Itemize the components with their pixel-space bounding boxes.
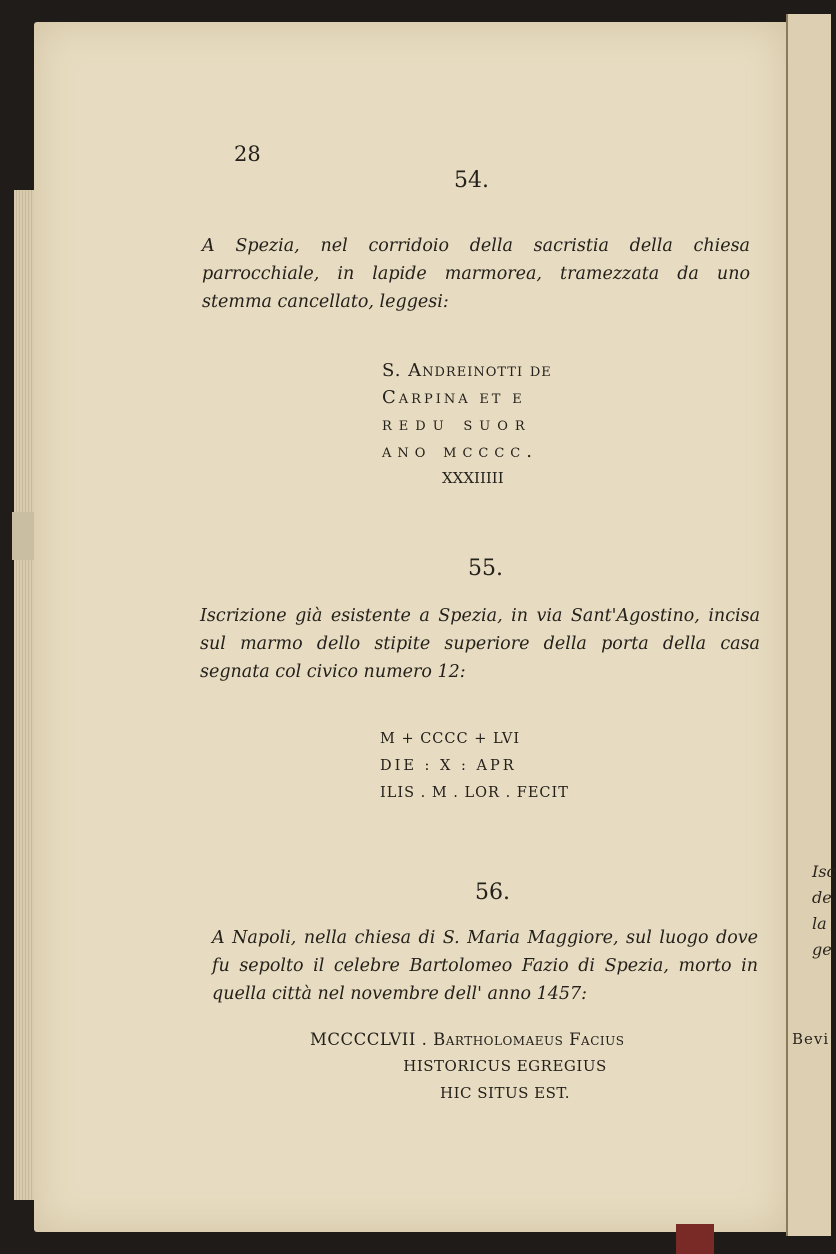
bookmark-ribbon [676,1224,714,1254]
section-56-inscription [310,1026,730,1107]
inscription-line: XXXIIIII [442,469,504,487]
inscription-line: redu suor [382,414,532,435]
adjacent-page [786,14,836,1236]
section-54-intro-text: A Spezia, nel corridoio della sacristia della chiesa parrocchiale, in lapide marmorea, tramezzata da uno stemma cancellato, leggesi: [202,236,750,312]
section-number-54: 54. [454,168,489,193]
section-55-intro [200,602,760,686]
section-56-intro-text: A Napoli, nella chiesa di S. Maria Maggiore, sul luogo dove fu sepolto il celebre Bartolomeo Fazio di Spezia, morto in quella città nel novembre dell' anno 1457: [212,928,758,1004]
inscription-line: ILIS . M . LOR . FECIT [380,785,569,801]
adjacent-text-fragment: Bevi [792,1030,830,1048]
adjacent-text-fragment: ge [812,940,832,959]
section-55-intro-text: Iscrizione già esistente a Spezia, in via Sant'Agostino, incisa sul marmo dello stipite superiore della porta della casa segnata col civico numero 12: [200,606,760,682]
section-54-inscription [382,357,582,492]
inscription-line: HISTORICUS EGREGIUS [403,1057,607,1075]
inscription-line: S. Andreinotti de [382,360,552,381]
inscription-line: M + CCCC + LVI [380,731,521,747]
inscription-line: HIC SITUS EST. [440,1084,570,1102]
inscription-line: ano mcccc. [382,441,538,462]
adjacent-text-fragment: la [812,914,827,933]
adjacent-text-fragment: Isc [812,862,836,881]
book-page [34,22,786,1232]
section-54-intro [202,232,750,316]
inscription-line: DIE : X : APR [380,758,517,774]
adjacent-text-fragment: de [812,888,832,907]
section-number-55: 55. [468,556,503,581]
page-number: 28 [234,142,261,166]
section-56-intro [212,924,758,1008]
inscription-line: Carpina et e [382,387,525,408]
section-55-inscription [380,726,610,807]
section-number-56: 56. [475,880,510,905]
inscription-line: MCCCCLVII . Bartholomaeus Facius [310,1030,625,1049]
